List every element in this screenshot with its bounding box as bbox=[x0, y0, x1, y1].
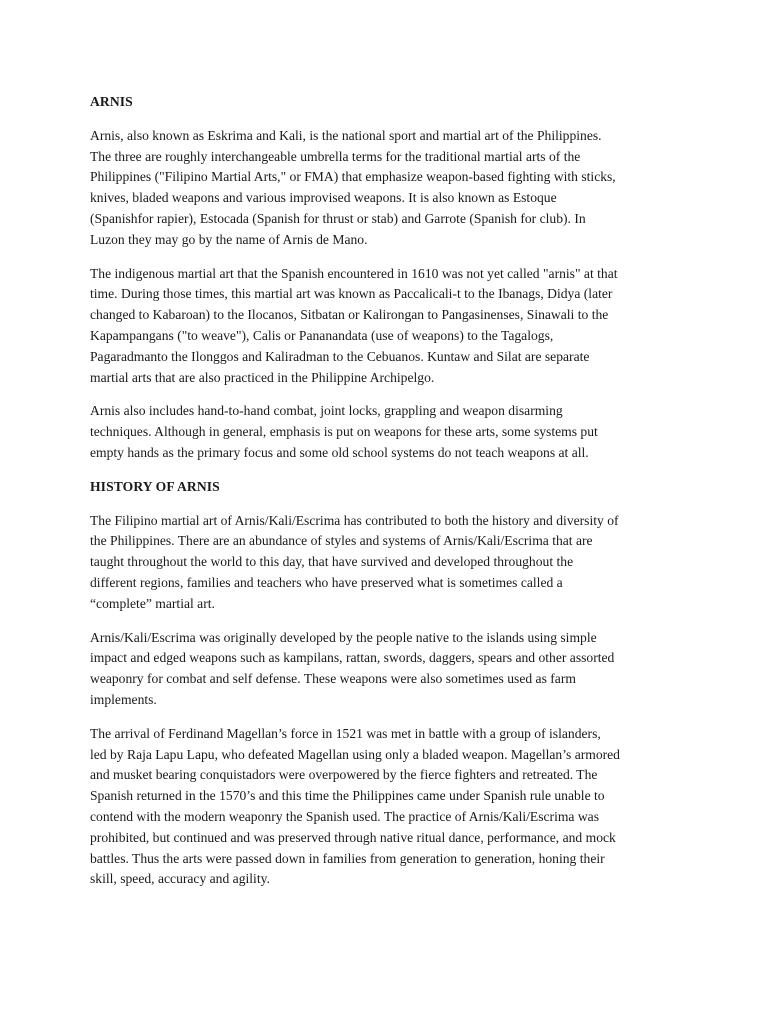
text-line: Arnis, also known as Eskrima and Kali, is the national sport and martial art of the Philippines. bbox=[90, 127, 602, 143]
text-line: Kapampangans ("to weave"), Calis or Pananandata (use of weapons) to the Tagalogs, bbox=[90, 327, 554, 343]
paragraph-indigenous-names bbox=[90, 264, 682, 389]
text-line: empty hands as the primary focus and some old school systems do not teach weapons at all. bbox=[90, 444, 589, 460]
text-line: Pagaradmanto the Ilonggos and Kaliradman to the Cebuanos. Kuntaw and Silat are separate bbox=[90, 348, 590, 364]
text-line: The Filipino martial art of Arnis/Kali/Escrima has contributed to both the history and diversity of bbox=[90, 512, 619, 528]
text-line: contend with the modern weaponry the Spanish used. The practice of Arnis/Kali/Escrima was bbox=[90, 808, 600, 824]
text-line: battles. Thus the arts were passed down in families from generation to generation, honing their bbox=[90, 850, 605, 866]
text-line: martial arts that are also practiced in the Philippine Archipelgo. bbox=[90, 369, 435, 385]
text-line: The arrival of Ferdinand Magellan’s force in 1521 was met in battle with a group of islanders, bbox=[90, 725, 601, 741]
text-line: The indigenous martial art that the Spanish encountered in 1610 was not yet called "arnis" at that bbox=[90, 265, 618, 281]
text-line: the Philippines. There are an abundance of styles and systems of Arnis/Kali/Escrima that are bbox=[90, 533, 593, 549]
text-line: Arnis/Kali/Escrima was originally developed by the people native to the islands using simple bbox=[90, 629, 597, 645]
text-line: changed to Kabaroan) to the Ilocanos, Sitbatan or Kalirongan to Pangasinenses, Sinawali to the bbox=[90, 307, 609, 323]
paragraph-origins bbox=[90, 628, 682, 711]
text-line: skill, speed, accuracy and agility. bbox=[90, 871, 270, 887]
text-line: techniques. Although in general, emphasis is put on weapons for these arts, some systems put bbox=[90, 424, 598, 440]
section-heading-history: HISTORY OF ARNIS bbox=[90, 478, 220, 494]
text-line: Luzon they may go by the name of Arnis de Mano. bbox=[90, 231, 368, 247]
paragraph-magellan bbox=[90, 724, 682, 890]
text-line: time. During those times, this martial art was known as Paccalicali-t to the Ibanags, Didya (later bbox=[90, 286, 613, 302]
text-line: (Spanishfor rapier), Estocada (Spanish for thrust or stab) and Garrote (Spanish for club). In bbox=[90, 210, 586, 226]
paragraph-arnis-intro bbox=[90, 126, 682, 251]
section-heading-arnis: ARNIS bbox=[90, 94, 133, 109]
text-line: Arnis also includes hand-to-hand combat, joint locks, grappling and weapon disarming bbox=[90, 403, 563, 419]
text-line: prohibited, but continued and was preserved through native ritual dance, performance, and mock bbox=[90, 829, 616, 845]
text-line: and musket bearing conquistadors were overpowered by the fierce fighters and retreated. The bbox=[90, 767, 598, 783]
text-line: Spanish returned in the 1570’s and this time the Philippines came under Spanish rule unable to bbox=[90, 788, 605, 804]
text-line: “complete” martial art. bbox=[90, 595, 215, 611]
text-line: implements. bbox=[90, 691, 157, 707]
text-line: different regions, families and teachers who have preserved what is sometimes called a bbox=[90, 574, 563, 590]
text-line: impact and edged weapons such as kampilans, rattan, swords, daggers, spears and other assorted bbox=[90, 650, 615, 666]
text-line: The three are roughly interchangeable umbrella terms for the traditional martial arts of the bbox=[90, 148, 581, 164]
text-line: knives, bladed weapons and various improvised weapons. It is also known as Estoque bbox=[90, 190, 557, 206]
text-line: weaponry for combat and self defense. These weapons were also sometimes used as farm bbox=[90, 671, 576, 687]
paragraph-history-intro bbox=[90, 511, 682, 615]
text-line: Philippines ("Filipino Martial Arts," or FMA) that emphasize weapon-based fighting with sticks, bbox=[90, 169, 616, 185]
document-page bbox=[90, 92, 682, 903]
text-line: taught throughout the world to this day, that have survived and developed throughout the bbox=[90, 554, 574, 570]
paragraph-hand-to-hand bbox=[90, 401, 682, 463]
text-line: led by Raja Lapu Lapu, who defeated Magellan using only a bladed weapon. Magellan’s armored bbox=[90, 746, 620, 762]
